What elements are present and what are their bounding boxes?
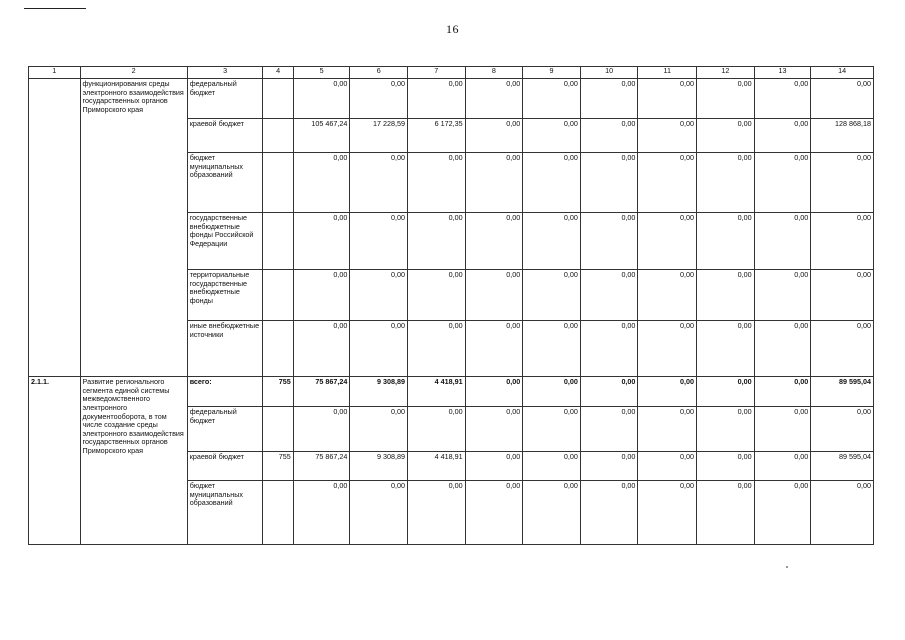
value-cell: 0,00 (697, 270, 755, 321)
funding-source-cell: государственные внебюджетные фонды Российской Федерации (187, 213, 263, 270)
budget-table (28, 66, 874, 545)
value-cell: 0,00 (465, 452, 523, 481)
value-cell: 0,00 (580, 407, 638, 452)
column-header: 9 (523, 67, 581, 79)
value-cell: 0,00 (638, 153, 697, 213)
value-cell: 0,00 (638, 481, 697, 545)
value-cell: 0,00 (580, 119, 638, 153)
value-cell: 0,00 (408, 321, 466, 377)
column-header: 13 (754, 67, 811, 79)
code-cell (263, 119, 293, 153)
value-cell: 0,00 (754, 153, 811, 213)
value-cell: 0,00 (638, 270, 697, 321)
value-cell: 0,00 (523, 321, 581, 377)
value-cell: 0,00 (697, 452, 755, 481)
value-cell: 9 308,89 (350, 452, 408, 481)
value-cell: 0,00 (465, 270, 523, 321)
column-header: 14 (811, 67, 874, 79)
value-cell: 0,00 (754, 481, 811, 545)
header-row (29, 67, 874, 79)
code-cell (263, 79, 293, 119)
value-cell: 0,00 (523, 153, 581, 213)
value-cell: 0,00 (523, 481, 581, 545)
value-cell: 89 595,04 (811, 452, 874, 481)
value-cell: 0,00 (697, 213, 755, 270)
value-cell: 0,00 (638, 407, 697, 452)
row-index-cell: 2.1.1. (29, 377, 81, 545)
value-cell: 0,00 (350, 481, 408, 545)
value-cell: 75 867,24 (293, 377, 350, 407)
measure-name-cell: функционирования среды электронного взаимодействия государственных органов Приморского края (80, 79, 187, 377)
value-cell: 0,00 (293, 481, 350, 545)
code-cell: 755 (263, 377, 293, 407)
value-cell: 0,00 (293, 321, 350, 377)
column-header: 4 (263, 67, 293, 79)
value-cell: 0,00 (350, 321, 408, 377)
column-header: 10 (580, 67, 638, 79)
value-cell: 0,00 (465, 153, 523, 213)
value-cell: 0,00 (408, 270, 466, 321)
value-cell: 0,00 (580, 153, 638, 213)
value-cell: 9 308,89 (350, 377, 408, 407)
column-header: 12 (697, 67, 755, 79)
value-cell: 0,00 (638, 79, 697, 119)
table-row (29, 377, 874, 407)
code-cell (263, 153, 293, 213)
value-cell: 89 595,04 (811, 377, 874, 407)
value-cell: 0,00 (580, 481, 638, 545)
corner-rule (24, 8, 86, 9)
column-header: 6 (350, 67, 408, 79)
value-cell: 0,00 (408, 79, 466, 119)
value-cell: 0,00 (811, 407, 874, 452)
value-cell: 0,00 (638, 321, 697, 377)
value-cell: 0,00 (465, 213, 523, 270)
value-cell: 0,00 (754, 270, 811, 321)
code-cell (263, 270, 293, 321)
table-body (29, 79, 874, 545)
value-cell: 0,00 (697, 153, 755, 213)
value-cell: 0,00 (697, 321, 755, 377)
value-cell: 0,00 (697, 481, 755, 545)
funding-source-cell: краевой бюджет (187, 452, 263, 481)
value-cell: 0,00 (350, 407, 408, 452)
value-cell: 0,00 (523, 79, 581, 119)
value-cell: 0,00 (465, 481, 523, 545)
value-cell: 0,00 (638, 213, 697, 270)
value-cell: 0,00 (465, 119, 523, 153)
value-cell: 0,00 (754, 377, 811, 407)
column-header: 5 (293, 67, 350, 79)
column-header: 8 (465, 67, 523, 79)
value-cell: 0,00 (350, 213, 408, 270)
code-cell (263, 407, 293, 452)
funding-source-cell: иные внебюджетные источники (187, 321, 263, 377)
value-cell: 0,00 (465, 377, 523, 407)
scan-speck (786, 566, 788, 568)
value-cell: 17 228,59 (350, 119, 408, 153)
value-cell: 0,00 (811, 321, 874, 377)
funding-source-cell: федеральный бюджет (187, 79, 263, 119)
funding-source-cell: бюджет муниципальных образований (187, 481, 263, 545)
value-cell: 0,00 (350, 270, 408, 321)
column-header: 3 (187, 67, 263, 79)
value-cell: 0,00 (754, 452, 811, 481)
value-cell: 0,00 (754, 79, 811, 119)
value-cell: 0,00 (523, 119, 581, 153)
value-cell: 0,00 (465, 79, 523, 119)
value-cell: 0,00 (754, 407, 811, 452)
value-cell: 0,00 (293, 79, 350, 119)
value-cell: 0,00 (293, 270, 350, 321)
row-index-cell (29, 79, 81, 377)
funding-source-cell: территориальные государственные внебюджетные фонды (187, 270, 263, 321)
code-cell (263, 213, 293, 270)
value-cell: 0,00 (523, 270, 581, 321)
value-cell: 0,00 (811, 153, 874, 213)
code-cell (263, 481, 293, 545)
value-cell: 0,00 (754, 321, 811, 377)
value-cell: 0,00 (638, 119, 697, 153)
value-cell: 0,00 (408, 213, 466, 270)
value-cell: 0,00 (580, 452, 638, 481)
measure-name-cell: Развитие регионального сегмента единой системы межведомственного электронного документооборота, в том числе создание среды электронного взаимодействия государственных органов Приморского края (80, 377, 187, 545)
code-cell (263, 321, 293, 377)
value-cell: 0,00 (697, 79, 755, 119)
value-cell: 0,00 (811, 270, 874, 321)
value-cell: 0,00 (408, 481, 466, 545)
value-cell: 0,00 (754, 213, 811, 270)
value-cell: 0,00 (465, 321, 523, 377)
value-cell: 0,00 (350, 153, 408, 213)
value-cell: 0,00 (638, 377, 697, 407)
value-cell: 0,00 (580, 270, 638, 321)
value-cell: 0,00 (697, 407, 755, 452)
value-cell: 0,00 (293, 213, 350, 270)
code-cell: 755 (263, 452, 293, 481)
page-number: 16 (446, 22, 459, 36)
value-cell: 128 868,18 (811, 119, 874, 153)
value-cell: 0,00 (697, 119, 755, 153)
value-cell: 4 418,91 (408, 377, 466, 407)
value-cell: 0,00 (523, 377, 581, 407)
value-cell: 0,00 (754, 119, 811, 153)
funding-source-cell: федеральный бюджет (187, 407, 263, 452)
value-cell: 6 172,35 (408, 119, 466, 153)
value-cell: 0,00 (580, 213, 638, 270)
value-cell: 0,00 (811, 79, 874, 119)
value-cell: 0,00 (638, 452, 697, 481)
value-cell: 0,00 (580, 321, 638, 377)
value-cell: 0,00 (523, 407, 581, 452)
value-cell: 0,00 (811, 481, 874, 545)
value-cell: 0,00 (465, 407, 523, 452)
value-cell: 75 867,24 (293, 452, 350, 481)
table-row (29, 79, 874, 119)
funding-source-cell: краевой бюджет (187, 119, 263, 153)
value-cell: 105 467,24 (293, 119, 350, 153)
value-cell: 4 418,91 (408, 452, 466, 481)
value-cell: 0,00 (580, 377, 638, 407)
value-cell: 0,00 (408, 153, 466, 213)
value-cell: 0,00 (293, 407, 350, 452)
funding-source-cell: бюджет муниципальных образований (187, 153, 263, 213)
value-cell: 0,00 (523, 452, 581, 481)
value-cell: 0,00 (580, 79, 638, 119)
column-header: 7 (408, 67, 466, 79)
value-cell: 0,00 (293, 153, 350, 213)
value-cell: 0,00 (408, 407, 466, 452)
funding-source-cell: всего: (187, 377, 263, 407)
column-header: 1 (29, 67, 81, 79)
value-cell: 0,00 (350, 79, 408, 119)
value-cell: 0,00 (523, 213, 581, 270)
value-cell: 0,00 (697, 377, 755, 407)
column-header: 2 (80, 67, 187, 79)
column-header: 11 (638, 67, 697, 79)
value-cell: 0,00 (811, 213, 874, 270)
